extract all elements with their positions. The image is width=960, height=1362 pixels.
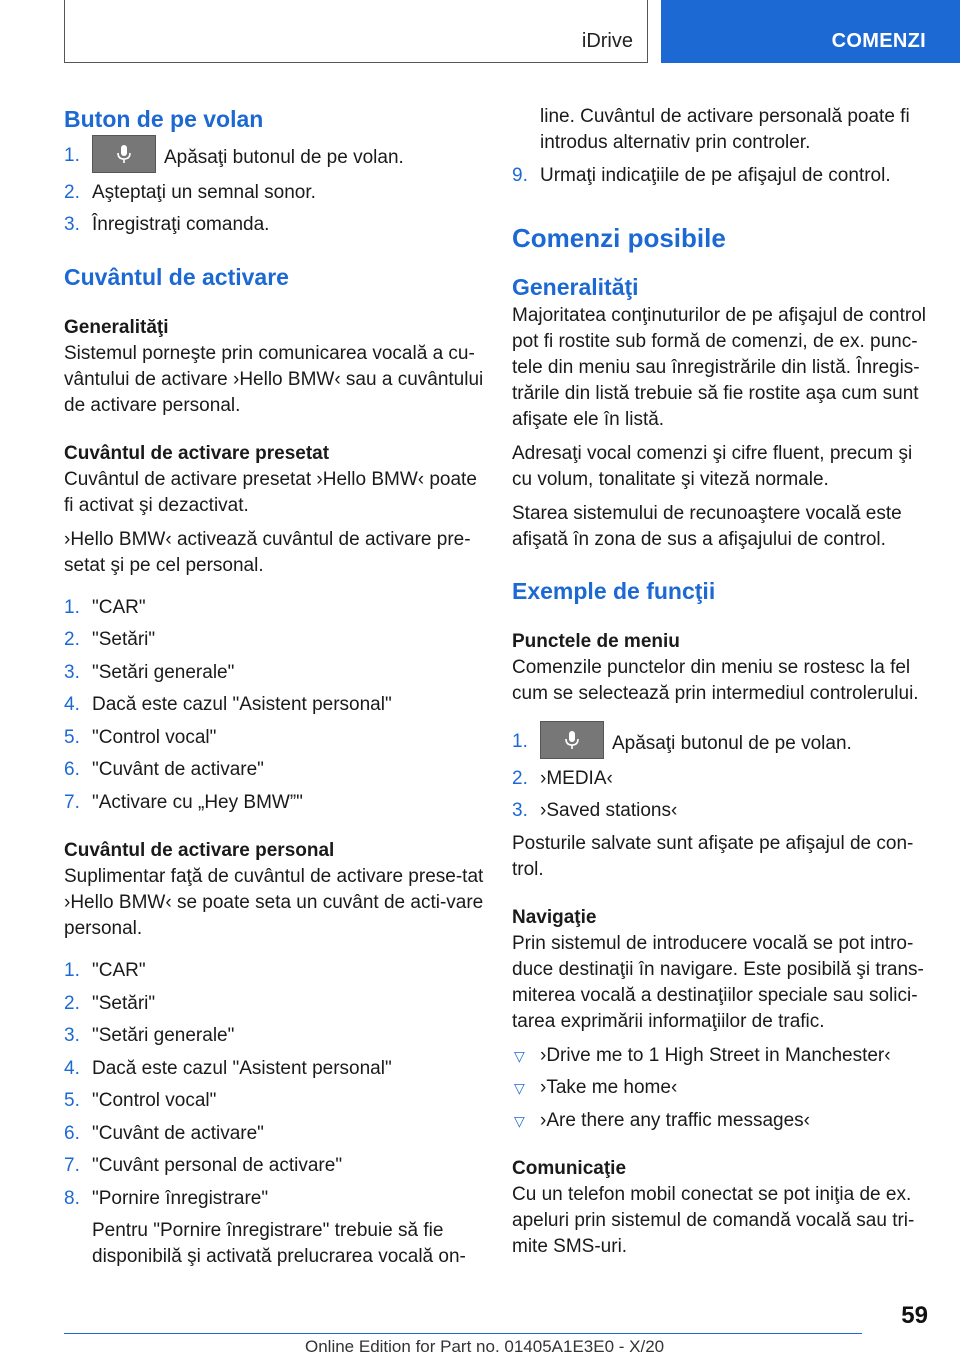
list-item: 3. ›Saved stations‹ (512, 800, 678, 821)
right-column (512, 100, 932, 1260)
paragraph-gen-1: Majoritatea conţinuturilor de pe afişajul de control pot fi rostite sub formă de comenzi, de ex. punc-tele din meniu sau înregistrările din listă. Înregis-trările din listă trebuie să fie rostite aşa cum sunt afişate ele în listă. (512, 305, 927, 430)
microphone-icon (92, 135, 156, 173)
paragraph-navigatie: Prin sistemul de introducere vocală se pot intro-duce destinaţii în navigare. Este posibilă şi trans-miterea vocală a destinaţiilor speciale sau solici-tarea exprimării informaţiilor de trafic. (512, 932, 924, 1032)
triangle-down-icon: ▽ (514, 1080, 525, 1096)
heading-navigatie: Navigaţie (512, 906, 597, 928)
volan-steps (64, 143, 484, 238)
heading-generalitati-right: Generalităţi (512, 274, 639, 300)
heading-buton-volan: Buton de pe volan (64, 106, 264, 132)
paragraph-personal: Suplimentar faţă de cuvântul de activare prese-tat ›Hello BMW‹ se poate seta un cuvânt de acti-vare personal. (64, 866, 484, 939)
list-item: 9. Urmaţi indicaţiile de pe afişajul de control. (512, 164, 891, 186)
list-item: 4. Dacă este cazul "Asistent personal" (64, 1057, 392, 1079)
paragraph-posturi: Posturile salvate sunt afişate pe afişajul de con-trol. (512, 832, 914, 880)
meniu-steps (512, 729, 932, 824)
personal-steps (64, 958, 484, 1270)
triangle-down-icon: ▽ (514, 1047, 525, 1064)
page-number: 59 (901, 1302, 928, 1329)
list-item: 7. "Cuvânt personal de activare" (64, 1155, 343, 1176)
list-item: 7. "Activare cu „Hey BMW”" (64, 791, 303, 813)
paragraph-general: Sistemul porneşte prin comunicarea vocală a cu-vântului de activare ›Hello BMW‹ sau a cuvântului de activare personal. (64, 342, 484, 416)
list-item: 1. "CAR" (64, 596, 146, 618)
heading-comenzi-posibile: Comenzi posibile (512, 223, 726, 253)
list-item: 2. Aşteptaţi un semnal sonor. (64, 181, 316, 203)
list-item: 6. "Cuvânt de activare" (64, 759, 264, 780)
list-item: 5. "Control vocal" (64, 726, 217, 748)
heading-personal: Cuvântul de activare personal (64, 840, 335, 861)
list-item: 3. Înregistraţi comanda. (64, 214, 270, 235)
paragraph-presetat-1: Cuvântul de activare presetat ›Hello BMW‹ poate fi activat şi dezactivat. (64, 468, 477, 516)
heading-cuvant-activare: Cuvântul de activare (64, 263, 289, 290)
paragraph-gen-3: Starea sistemului de recunoaştere vocală este afişată în zona de sus a afişajului de control. (512, 503, 902, 550)
heading-presetat: Cuvântul de activare presetat (64, 442, 330, 464)
paragraph-gen-2: Adresaţi vocal comenzi şi cifre fluent, precum şi cu volum, tonalitate şi viteză normale. (512, 443, 913, 490)
continued-steps (512, 104, 932, 189)
paragraph-comunicatie: Cu un telefon mobil conectat se pot iniţia de ex. apeluri prin sistemul de comandă vocală sau tri-mite SMS-uri. (512, 1184, 915, 1257)
heading-exemple: Exemple de funcţii (512, 578, 716, 604)
list-item: 5. "Control vocal" (64, 1090, 217, 1111)
list-item: 2. "Setări" (64, 992, 156, 1014)
list-item: 6. "Cuvânt de activare" (64, 1122, 264, 1144)
presetat-steps (64, 595, 484, 816)
list-item: line. Cuvântul de activare personală poate fi introdus alternativ prin controler. (540, 106, 910, 153)
list-item: 3. "Setări generale" (64, 661, 235, 683)
header-section-label: iDrive (581, 30, 633, 52)
list-item: 2. ›MEDIA‹ (512, 767, 613, 789)
left-column (64, 100, 484, 1276)
list-item: 1. Apăsaţi butonul de pe volan. (512, 729, 932, 759)
paragraph-presetat-2: ›Hello BMW‹ activează cuvântul de activare pre-setat şi pe cel personal. (64, 528, 471, 576)
list-item: 1. "CAR" (64, 960, 146, 981)
heading-punctele-meniu: Punctele de meniu (512, 631, 680, 652)
list-item: ▽ ›Take me home‹ (512, 1075, 932, 1101)
step-8-note: Pentru "Pornire înregistrare" trebuie să fie disponibilă şi activată prelucrarea vocală on- (92, 1219, 466, 1267)
header-section-tab (64, 0, 648, 63)
nav-examples (512, 1043, 932, 1134)
triangle-down-icon: ▽ (514, 1112, 525, 1129)
footer-divider (64, 1333, 862, 1334)
list-item: 3. "Setări generale" (64, 1025, 235, 1046)
microphone-icon (540, 721, 604, 759)
list-item: ▽ ›Are there any traffic messages‹ (512, 1108, 932, 1134)
header-chapter-label: COMENZI (831, 30, 926, 52)
list-item: ▽ ›Drive me to 1 High Street in Manchester‹ (512, 1043, 932, 1069)
paragraph-meniu: Comenzile punctelor din meniu se rostesc la fel cum se selectează prin intermediul controlerului. (512, 657, 919, 704)
list-item: 8. "Pornire înregistrare" Pentru "Pornire înregistrare" trebuie să fie disponibilă şi activată prelucrarea vocală on- (64, 1186, 484, 1270)
header-chapter-tab (661, 0, 960, 63)
list-item: 2. "Setări" (64, 629, 156, 650)
heading-generalitati: Generalităţi (64, 316, 169, 338)
footer-edition: Online Edition for Part no. 01405A1E3E0 - X/20 (305, 1337, 665, 1356)
heading-comunicatie: Comunicaţie (512, 1158, 627, 1179)
list-item: 1. Apăsaţi butonul de pe volan. (64, 143, 484, 173)
list-item: 4. Dacă este cazul "Asistent personal" (64, 694, 392, 715)
